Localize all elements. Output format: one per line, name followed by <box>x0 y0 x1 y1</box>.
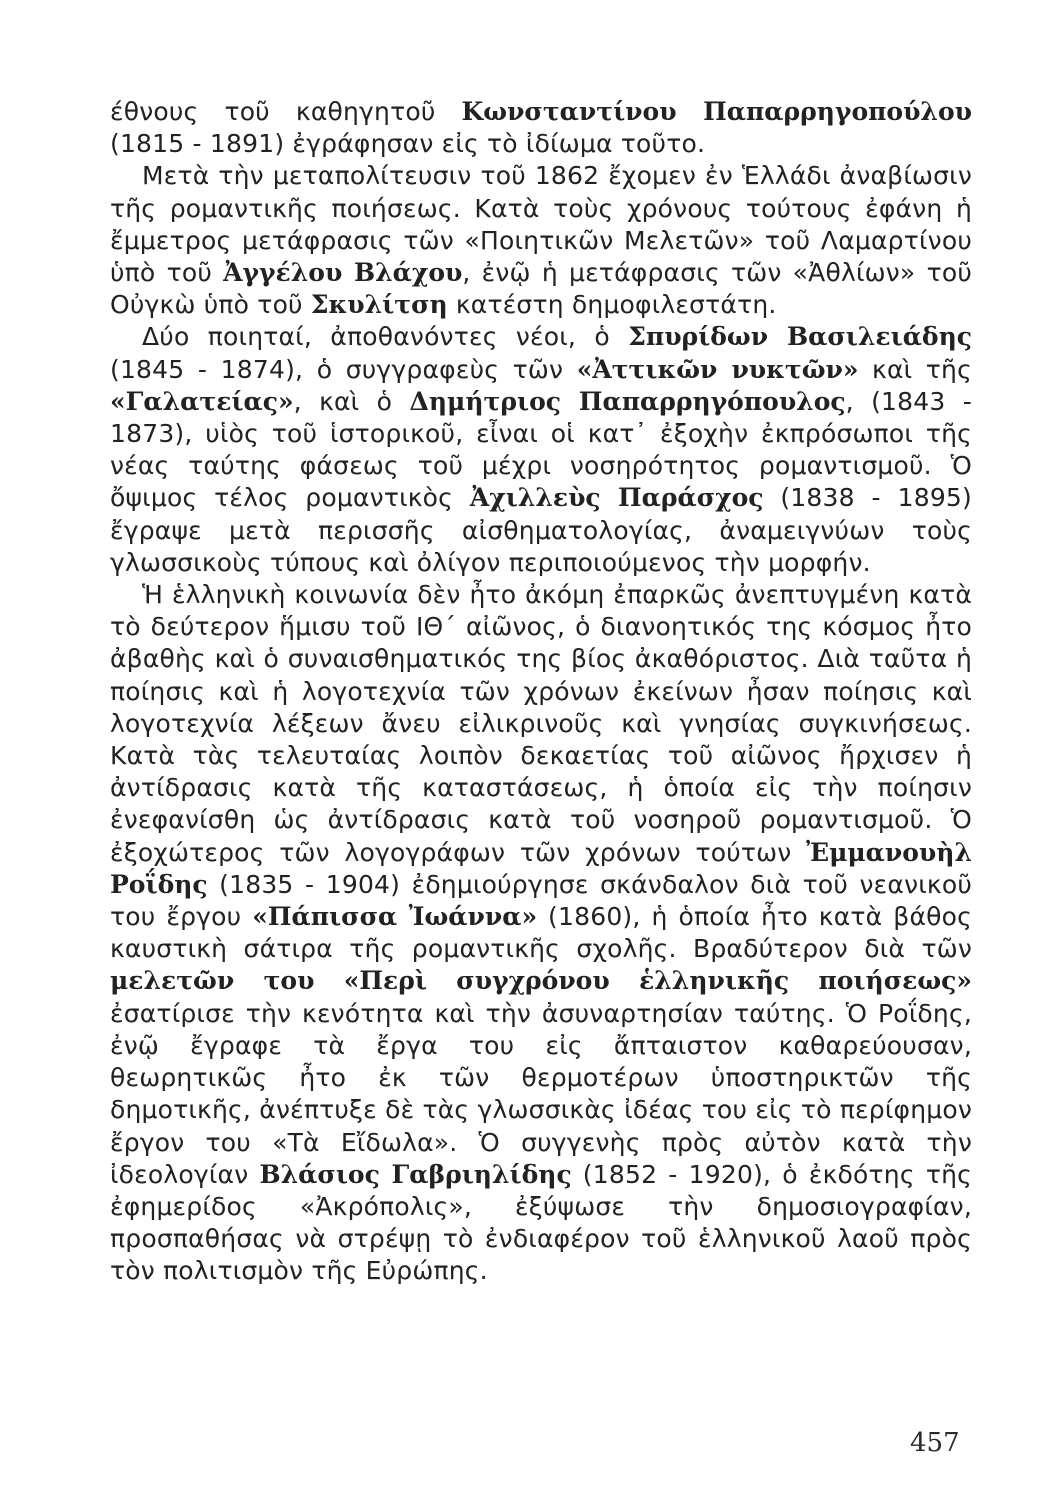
name-spyridon-vasileiadis: Σπυρίδων Βασιλειάδης <box>628 322 973 352</box>
paragraph-1 <box>110 96 972 160</box>
text-run: , (1843 - 1873), υἱὸς τοῦ ἱστορικοῦ, εἶναι οἱ κατ᾽ ἐξοχὴν ἐκπρόσωποι τῆς νέας ταύτης φάσεως τοῦ μέχρι νοσηρότητος ρομαντισμοῦ. Ὁ ὄψιμος τέλος ρομαντικὸς <box>110 386 972 513</box>
text-run: Μετὰ τὴν μεταπολίτευσιν τοῦ 1862 ἔχομεν ἐν Ἑλλάδι ἀναβίωσιν τῆς ρομαντικῆς ποιήσεως. Κατὰ τοὺς χρόνους τούτους ἐφάνη ἡ ἔμμετρος μετάφρασις τῶν «Ποιητικῶν Μελετῶν» τοῦ Λαμαρτίνου ὑπὸ τοῦ <box>110 161 972 288</box>
text-run: (1860), ἡ ὁποία ἦτο κατὰ βάθος καυστικὴ σάτιρα τῆς ρομαντικῆς σχολῆς. Βραδύτερον διὰ τῶν <box>110 902 972 964</box>
paragraph-3 <box>110 321 972 579</box>
text-run: (1835 - 1904) ἐδημιούργησε σκάνδαλον διὰ τοῦ νεανικοῦ του ἔργου <box>110 869 972 932</box>
text-run: (1838 - 1895) ἔγραψε μετὰ περισσῆς αἰσθηματολογίας, ἀναμειγνύων τοὺς γλωσσικοὺς τύπους καὶ ὀλίγον περιποιούμενος τὴν μορφήν. <box>110 483 972 577</box>
name-vlasios-gavriilidis: Βλάσιος Γαβριηλίδης <box>259 1159 572 1189</box>
name-emmanouil-roidis: Ἐμμανουὴλ Ροΐδης <box>110 837 972 899</box>
text-run: , καὶ ὁ <box>293 386 410 416</box>
paragraph-2 <box>110 160 972 321</box>
text-run: Δύο ποιηταί, ἀποθανόντες νέοι, ὁ <box>142 322 629 352</box>
name-skylitsis: Σκυλίτση <box>310 290 448 320</box>
text-run: καὶ τῆς <box>858 354 972 384</box>
text-run: έθνους τοῦ καθηγητοῦ <box>110 97 462 126</box>
paragraph-4 <box>110 579 972 1287</box>
text-run: Ἡ ἑλληνικὴ κοινωνία δὲν ἦτο ἀκόμη ἐπαρκῶς ἀνεπτυγμένη κατὰ τὸ δεύτερον ἥμισυ τοῦ ΙΘ΄ αἰῶνος, ὁ διανοητικός της κόσμος ἦτο ἀβαθὴς καὶ ὁ συναισθηματικός της βίος ἀκαθόριστος. Διὰ ταῦτα ἡ ποίησις καὶ ἡ λογοτεχνία τῶν χρόνων ἐκείνων ἦσαν ποίησις καὶ λογοτεχνία λέξεων ἄνευ εἰλικρινοῦς καὶ γνησίας συγκινήσεως. Κατὰ τὰς τελευταίας λοιπὸν δεκαετίας τοῦ αἰῶνος ἤρχισεν ἡ ἀντίδρασις κατὰ τῆς καταστάσεως, ἡ ὁποία εἰς τὴν ποίησιν ἐνεφανίσθη ὡς ἀντίδρασις κατὰ τοῦ νοσηροῦ ρομαντισμοῦ. Ὁ ἐξοχώτερος τῶν λογογράφων τῶν χρόνων τούτων <box>110 580 972 867</box>
text-run: (1845 - 1874), ὁ συγγραφεὺς τῶν <box>110 354 577 384</box>
title-papissa-ioanna: «Πάπισσα Ἰωάννα» <box>252 902 538 932</box>
page-body <box>110 96 972 1288</box>
title-peri-synchronou-poiiseos: μελετῶν του «Περὶ συγχρόνου ἑλληνικῆς ποιήσεως» <box>110 966 972 996</box>
text-run: , ἐνῷ ἡ μετάφρασις τῶν «Ἀθλίων» τοῦ Οὐγκὼ ὑπὸ τοῦ <box>110 258 972 320</box>
text-run: ἐσατίρισε τὴν κενότητα καὶ τὴν ἀσυναρτησίαν ταύτης. Ὁ Ροΐδης, ἐνῷ ἔγραφε τὰ ἔργα του εἰς ἄπταιστον καθαρεύουσαν, θεωρητικῶς ἦτο ἐκ τῶν θερμοτέρων ὑποστηρικτῶν τῆς δημοτικῆς, ἀνέπτυξε δὲ τὰς γλωσσικὰς ἰδέας του εἰς τὸ περίφημον ἔργον του «Τὰ Εἴδωλα». Ὁ συγγενὴς πρὸς αὐτὸν κατὰ τὴν ἰδεολογίαν <box>110 998 972 1189</box>
text-run: (1815 - 1891) ἐγράφησαν εἰς τὸ ἰδίωμα τοῦτο. <box>110 129 706 159</box>
name-angelos-vlachos: Ἀγγέλου Βλάχου <box>223 258 463 288</box>
text-run: (1852 - 1920), ὁ ἐκδότης τῆς ἐφημερίδος «Ἀκρόπολις», ἐξύψωσε τὴν δημοσιογραφίαν, προσπαθήσας νὰ στρέψῃ τὸ ἐνδιαφέρον τοῦ ἑλληνικοῦ λαοῦ πρὸς τὸν πολιτισμὸν τῆς Εὐρώπης. <box>110 1159 973 1286</box>
name-achilleus-paraschos: Ἀχιλλεὺς Παράσχος <box>469 483 764 513</box>
name-konstantinos-paparrigopoulos: Κωνσταντίνου Παπαρρηγοπούλου <box>461 97 972 126</box>
page-number: 457 <box>910 1428 960 1458</box>
text-run: κατέστη δημοφιλεστάτη. <box>447 290 777 320</box>
title-galateias: «Γαλατείας» <box>110 386 294 416</box>
title-attikon-nykton: «Ἀττικῶν νυκτῶν» <box>576 354 859 384</box>
name-dimitrios-paparrigopoulos: Δημήτριος Παπαρρηγόπουλος <box>409 386 846 416</box>
